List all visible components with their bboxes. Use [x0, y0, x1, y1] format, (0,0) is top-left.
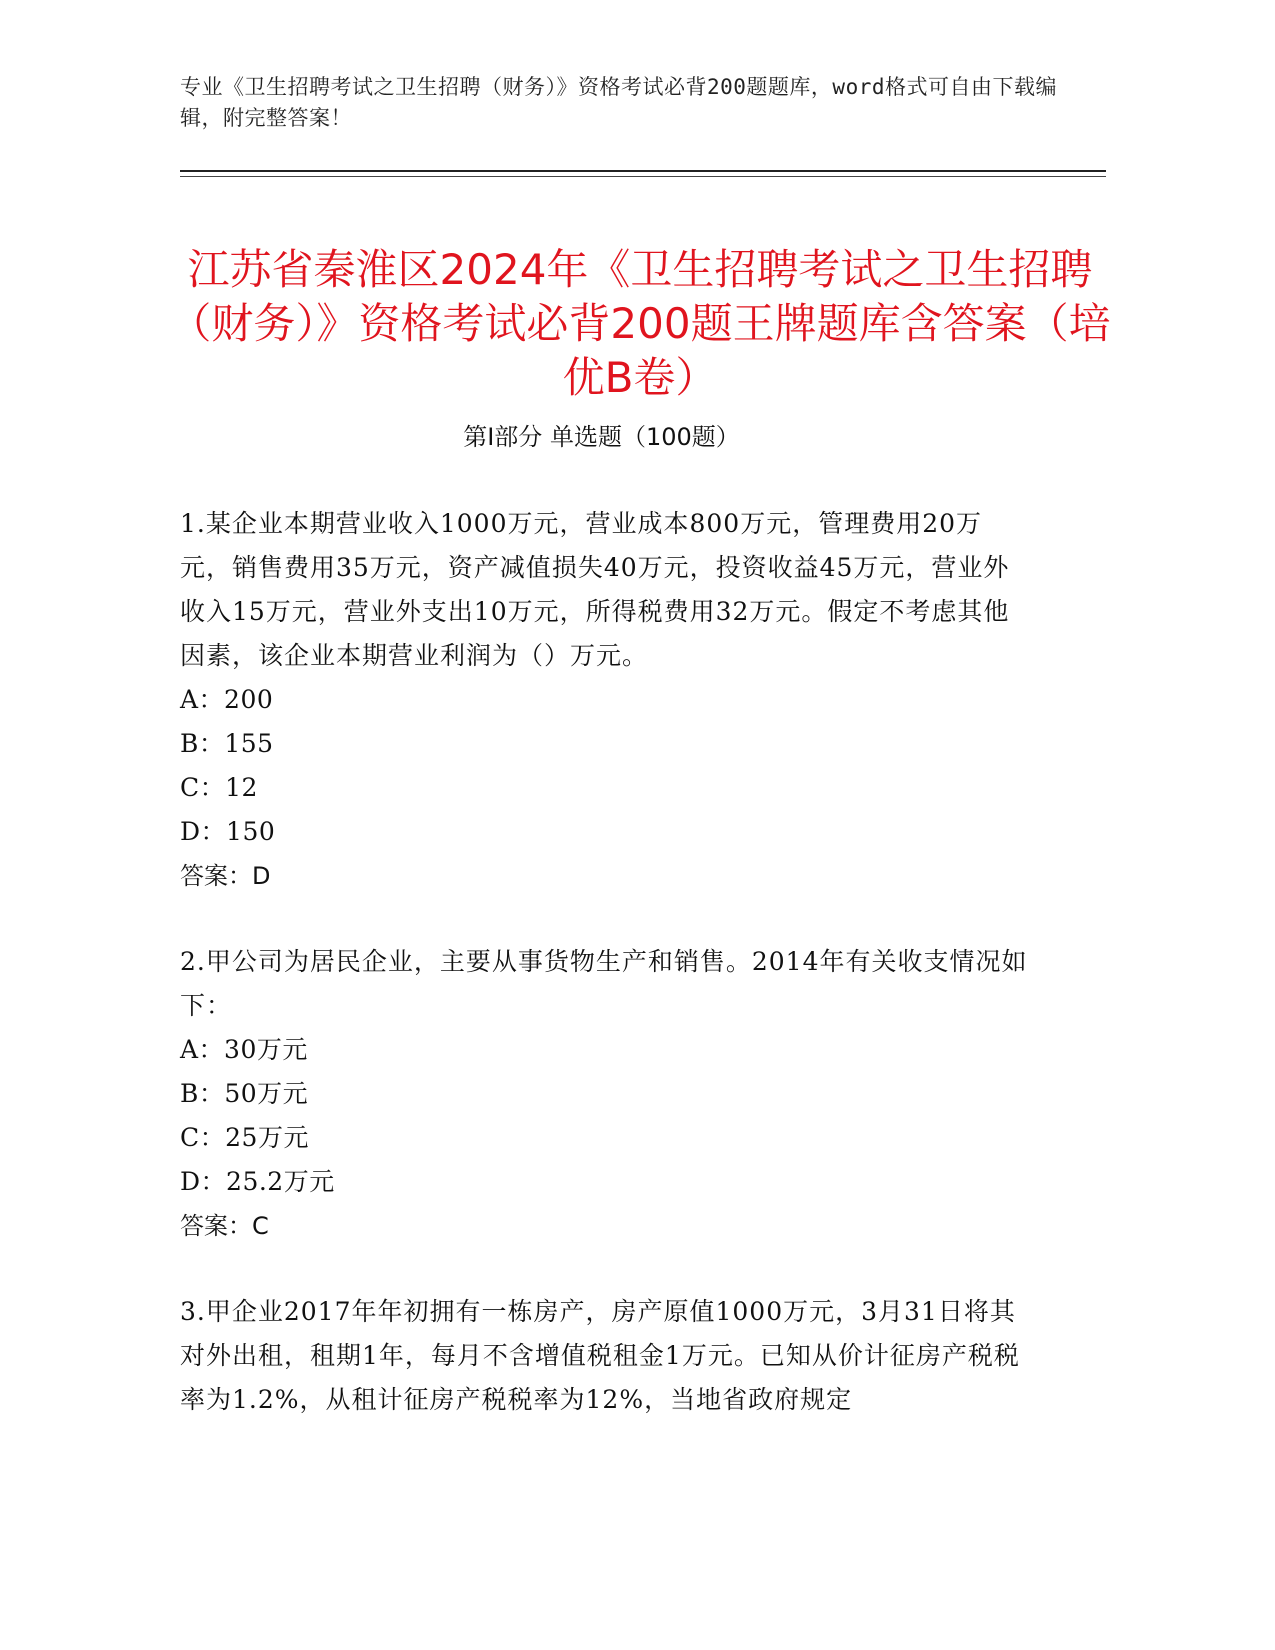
option-c: C：12 — [180, 773, 258, 802]
option-b: B：50万元 — [180, 1079, 309, 1108]
header-divider-thick — [180, 170, 1106, 172]
answer-line: 答案：C — [180, 1212, 269, 1240]
option-c: C：25万元 — [180, 1123, 309, 1152]
option-d: D：25.2万元 — [180, 1167, 335, 1196]
option-a: A：200 — [180, 685, 274, 714]
option-b: B：155 — [180, 729, 274, 758]
question-stem: 3.甲企业2017年年初拥有一栋房产，房产原值1000万元，3月31日将其对外出租，租期1年，每月不含增值税租金1万元。已知从价计征房产税税率为1.2%，从租计征房产税税率为12%，当地省政府规定 — [180, 1297, 1020, 1414]
question-list — [180, 502, 1030, 1464]
header-divider-thin — [180, 176, 1106, 177]
option-d: D：150 — [180, 817, 276, 846]
question-1 — [180, 502, 1030, 898]
question-2 — [180, 940, 1030, 1248]
answer-line: 答案：D — [180, 862, 271, 890]
question-stem: 2.甲公司为居民企业，主要从事货物生产和销售。2014年有关收支情况如下： — [180, 947, 1028, 1020]
option-a: A：30万元 — [180, 1035, 308, 1064]
question-stem: 1.某企业本期营业收入1000万元，营业成本800万元，管理费用20万元，销售费用35万元，资产减值损失40万元，投资收益45万元，营业外收入15万元，营业外支出10万元，所得税费用32万元。假定不考虑其他因素，该企业本期营业利润为（）万元。 — [180, 509, 1010, 670]
question-3 — [180, 1290, 1030, 1422]
document-title: 江苏省秦淮区2024年《卫生招聘考试之卫生招聘（财务）》资格考试必背200题王牌题库含答案（培优B卷） — [169, 245, 1111, 403]
section-heading: 第Ⅰ部分 单选题（100题） — [463, 423, 740, 451]
header-note: 专业《卫生招聘考试之卫生招聘（财务）》资格考试必背200题题库，word格式可自由下载编辑，附完整答案！ — [180, 75, 1057, 130]
